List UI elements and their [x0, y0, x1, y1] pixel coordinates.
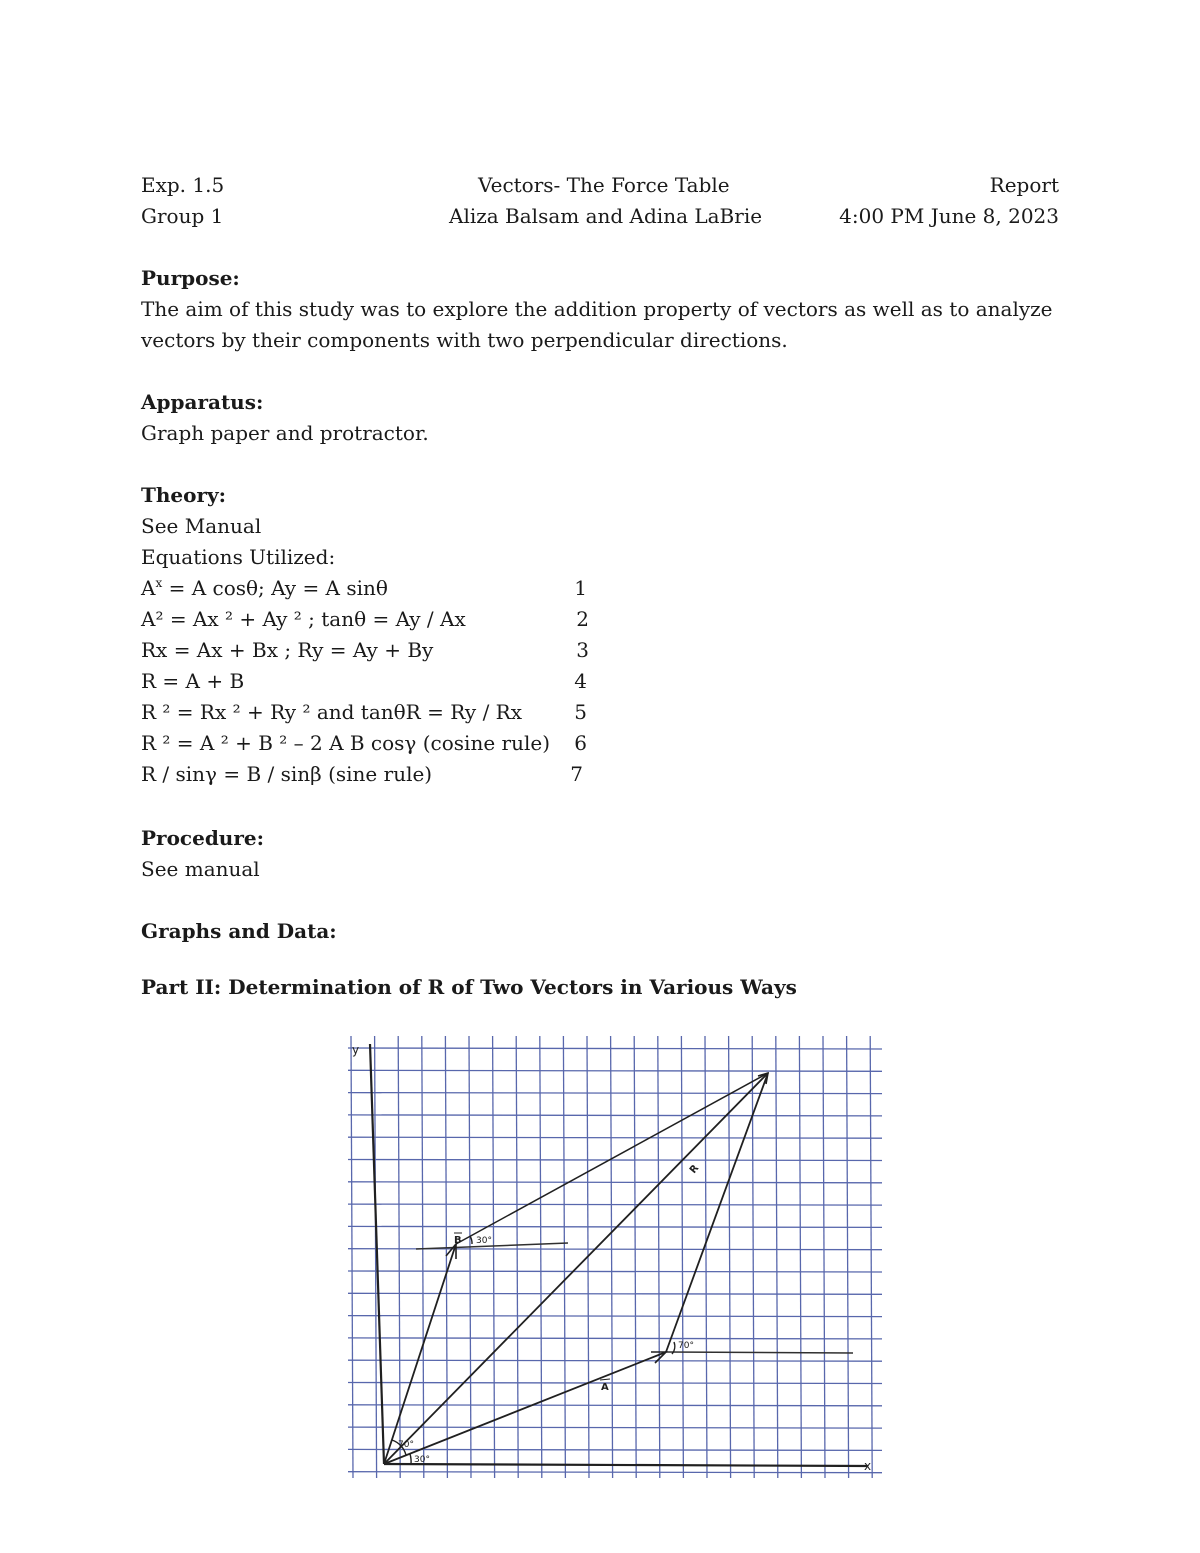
- equation-text: $A^x = A$ cosθ; Ay = A sinθ: [141, 576, 388, 600]
- origin-angle-label-30: 30°: [414, 1455, 430, 1465]
- equation-number: 5: [574, 700, 587, 724]
- part-two-heading: Part II: Determination of R of Two Vectors in Various Ways: [141, 975, 797, 999]
- resultant-label: R: [687, 1162, 702, 1176]
- date-time: 4:00 PM June 8, 2023: [839, 204, 1059, 228]
- origin-angle-label-70: 70°: [398, 1440, 414, 1450]
- equation-text: Rx = Ax + Bx ; Ry = Ay + By: [141, 638, 434, 662]
- graph-paper-drawing: [348, 1036, 882, 1478]
- equation-row: [141, 731, 591, 759]
- y-axis-label: y: [352, 1043, 360, 1057]
- equation-row: [141, 669, 591, 697]
- equation-row: [141, 607, 591, 635]
- equation-number: 1: [574, 576, 587, 600]
- apparatus-heading: Apparatus:: [141, 390, 264, 414]
- equation-number: 3: [576, 638, 589, 662]
- equation-text: R ² = A ² + B ² – 2 A B cosγ (cosine rule): [141, 731, 550, 755]
- equation-text: R ² = Rx ² + Ry ² and tanθR = Ry / Rx: [141, 700, 523, 724]
- procedure-heading: Procedure:: [141, 826, 264, 850]
- vector-b-label: B: [454, 1235, 462, 1246]
- equation-row: [141, 576, 591, 604]
- equation-number: 7: [570, 762, 583, 786]
- equation-text: A² = Ax ² + Ay ² ; tanθ = Ay / Ax: [141, 607, 466, 631]
- equation-row: [141, 700, 591, 728]
- x-axis-label: x: [864, 1459, 872, 1473]
- equation-text: R / sinγ = B / sinβ (sine rule): [141, 762, 433, 786]
- equation-row: [141, 638, 591, 666]
- equations-label: Equations Utilized:: [141, 545, 336, 569]
- group-label: Group 1: [141, 204, 224, 228]
- purpose-text-line-1: The aim of this study was to explore the addition property of vectors as well as to analyze: [141, 297, 1053, 321]
- document-type: Report: [989, 173, 1059, 197]
- vector-a-label: A: [601, 1382, 609, 1393]
- graphs-heading: Graphs and Data:: [141, 919, 337, 943]
- experiment-number: Exp. 1.5: [141, 173, 225, 197]
- theory-heading: Theory:: [141, 483, 227, 507]
- reference-line-lower: [666, 1352, 853, 1353]
- equation-number: 4: [574, 669, 587, 693]
- tip-angle-label-30: 30°: [476, 1236, 492, 1246]
- equation-number: 2: [576, 607, 589, 631]
- procedure-text: See manual: [141, 857, 260, 881]
- experiment-title: Vectors- The Force Table: [478, 173, 730, 197]
- purpose-heading: Purpose:: [141, 266, 240, 290]
- tip-angle-label-70: 70°: [678, 1341, 694, 1351]
- vector-diagram: [348, 1036, 882, 1478]
- apparatus-text: Graph paper and protractor.: [141, 421, 429, 445]
- authors: Aliza Balsam and Adina LaBrie: [449, 204, 763, 228]
- theory-see-manual: See Manual: [141, 514, 262, 538]
- equation-row: [141, 762, 591, 790]
- equation-text: R = A + B: [141, 669, 245, 693]
- purpose-text-line-2: vectors by their components with two perpendicular directions.: [141, 328, 788, 352]
- equation-number: 6: [574, 731, 587, 755]
